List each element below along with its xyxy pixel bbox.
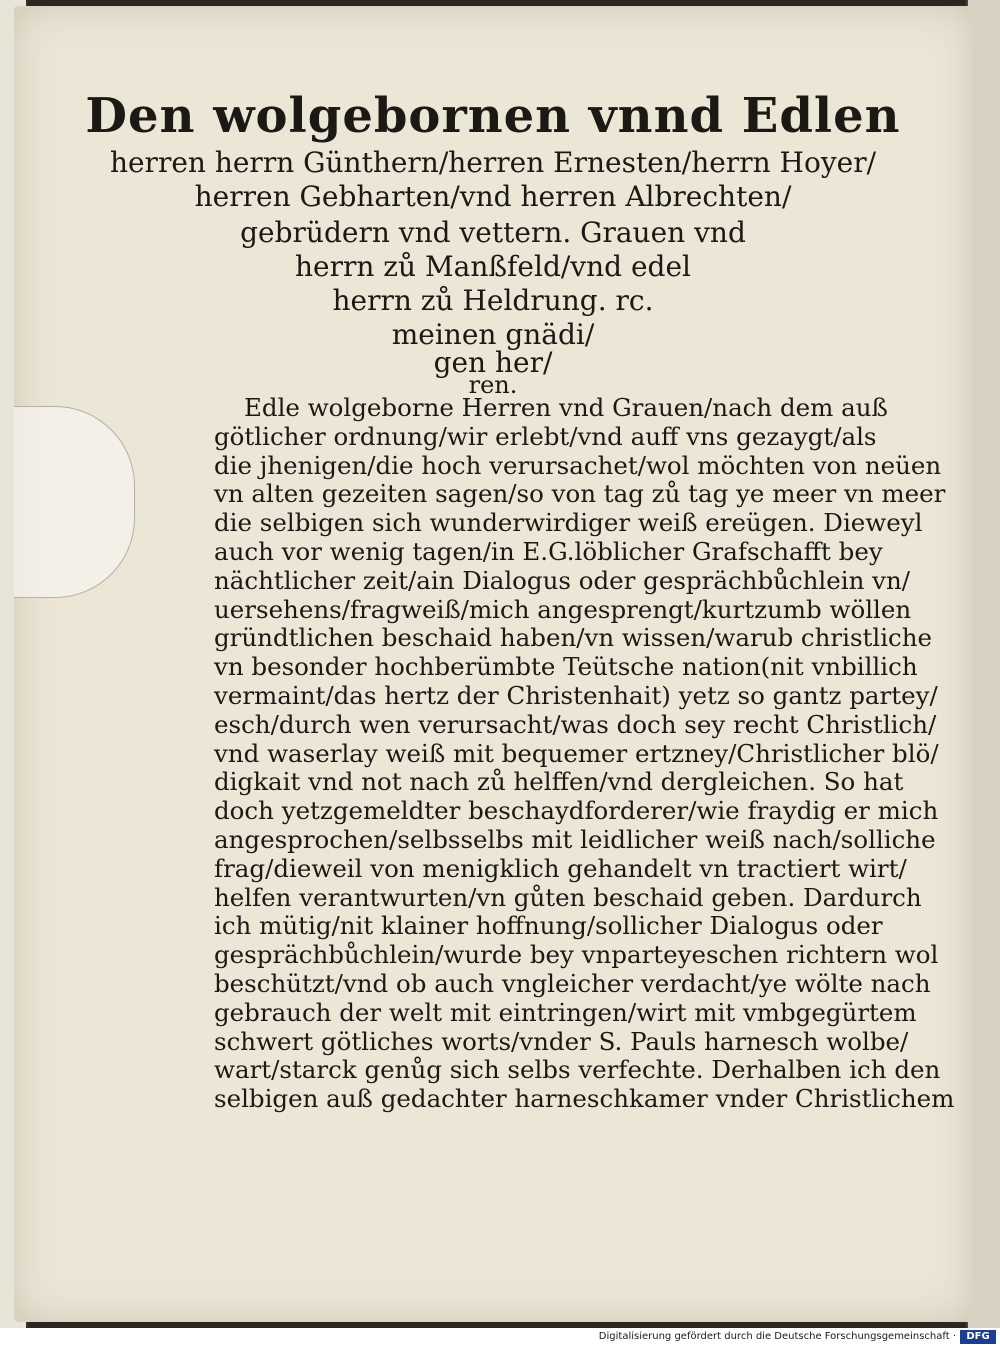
body-line: doch yetzgemeldter beschaydforderer/wie fraydig er mich (214, 796, 939, 826)
heading-line: herren Gebharten/vnd herren Albrechten/ (194, 180, 792, 213)
heading-line: herren herrn Günthern/herren Ernesten/herrn Hoyer/ (109, 146, 877, 179)
heading-line: ren. (468, 371, 518, 399)
body-line: beschützt/vnd ob auch vngleicher verdacht/ye wölte nach (214, 968, 931, 998)
body-line: helfen verantwurten/vn gůten beschaid geben. Dardurch (214, 882, 922, 912)
funding-notice: Digitalisierung gefördert durch die Deutsche Forschungsgemeinschaft · (598, 1331, 956, 1342)
heading-line: herrn zů Heldrung. rc. (332, 284, 654, 317)
body-line: wart/starck genůg sich selbs verfechte. Derhalben ich den (214, 1055, 941, 1085)
body-line: schwert götliches worts/vnder S. Pauls harnesch wolbe/ (214, 1026, 909, 1056)
body-text (214, 393, 955, 1114)
body-line: die selbigen sich wunderwirdiger weiß ereügen. Dieweyl (214, 508, 923, 538)
footer-bar (0, 1330, 1000, 1346)
page-clip (14, 406, 135, 598)
book-page (14, 6, 972, 1322)
heading-line: herrn zů Manßfeld/vnd edel (294, 250, 692, 283)
heading-line: gen her/ (433, 346, 553, 379)
body-line: gründtlichen beschaid haben/vn wissen/warub christliche (214, 623, 933, 653)
body-line: esch/durch wen verursacht/was doch sey recht Christlich/ (214, 709, 937, 739)
heading-line: gebrüdern vnd vettern. Grauen vnd (240, 216, 746, 249)
dedication-title: Den wolgebornen vnnd Edlen (85, 88, 901, 144)
dfg-logo: DFG (960, 1330, 996, 1344)
body-line: gebrauch der welt mit eintringen/wirt mit vmbgegürtem (214, 997, 917, 1027)
body-line: vn besonder hochberümbte Teütsche nation(nit vnbillich (214, 652, 918, 682)
body-line: die jhenigen/die hoch verursachet/wol möchten von neüen (214, 450, 942, 480)
body-line: vnd waserlay weiß mit bequemer ertzney/Christlicher blö/ (214, 738, 939, 768)
body-line: vermaint/das hertz der Christenhait) yetz so gantz partey/ (214, 680, 938, 710)
heading-line: meinen gnädi/ (391, 318, 595, 351)
body-line: auch vor wenig tagen/in E.G.löblicher Grafschafft bey (214, 536, 883, 566)
body-line: frag/dieweil von menigklich gehandelt vn tractiert wirt/ (214, 853, 907, 883)
body-line: nächtlicher zeit/ain Dialogus oder gesprächbůchlein vn/ (214, 565, 911, 595)
body-line: selbigen auß gedachter harneschkamer vnder Christlichem (214, 1084, 955, 1114)
body-line: digkait vnd not nach zů helffen/vnd dergleichen. So hat (214, 767, 904, 797)
body-line: angesprochen/selbsselbs mit leidlicher weiß nach/solliche (214, 824, 936, 854)
body-line: Edle wolgeborne Herren vnd Grauen/nach dem auß (244, 393, 888, 422)
body-line: uersehens/fragweiß/mich angesprengt/kurtzumb wöllen (214, 594, 912, 624)
body-line: götlicher ordnung/wir erlebt/vnd auff vns gezaygt/als (214, 421, 877, 451)
body-line: ich mütig/nit klainer hoffnung/sollicher Dialogus oder (214, 911, 883, 941)
body-line: gesprächbůchlein/wurde bey vnparteyeschen richtern wol (214, 940, 939, 970)
body-line: vn alten gezeiten sagen/so von tag zů tag ye meer vn meer (214, 479, 946, 509)
